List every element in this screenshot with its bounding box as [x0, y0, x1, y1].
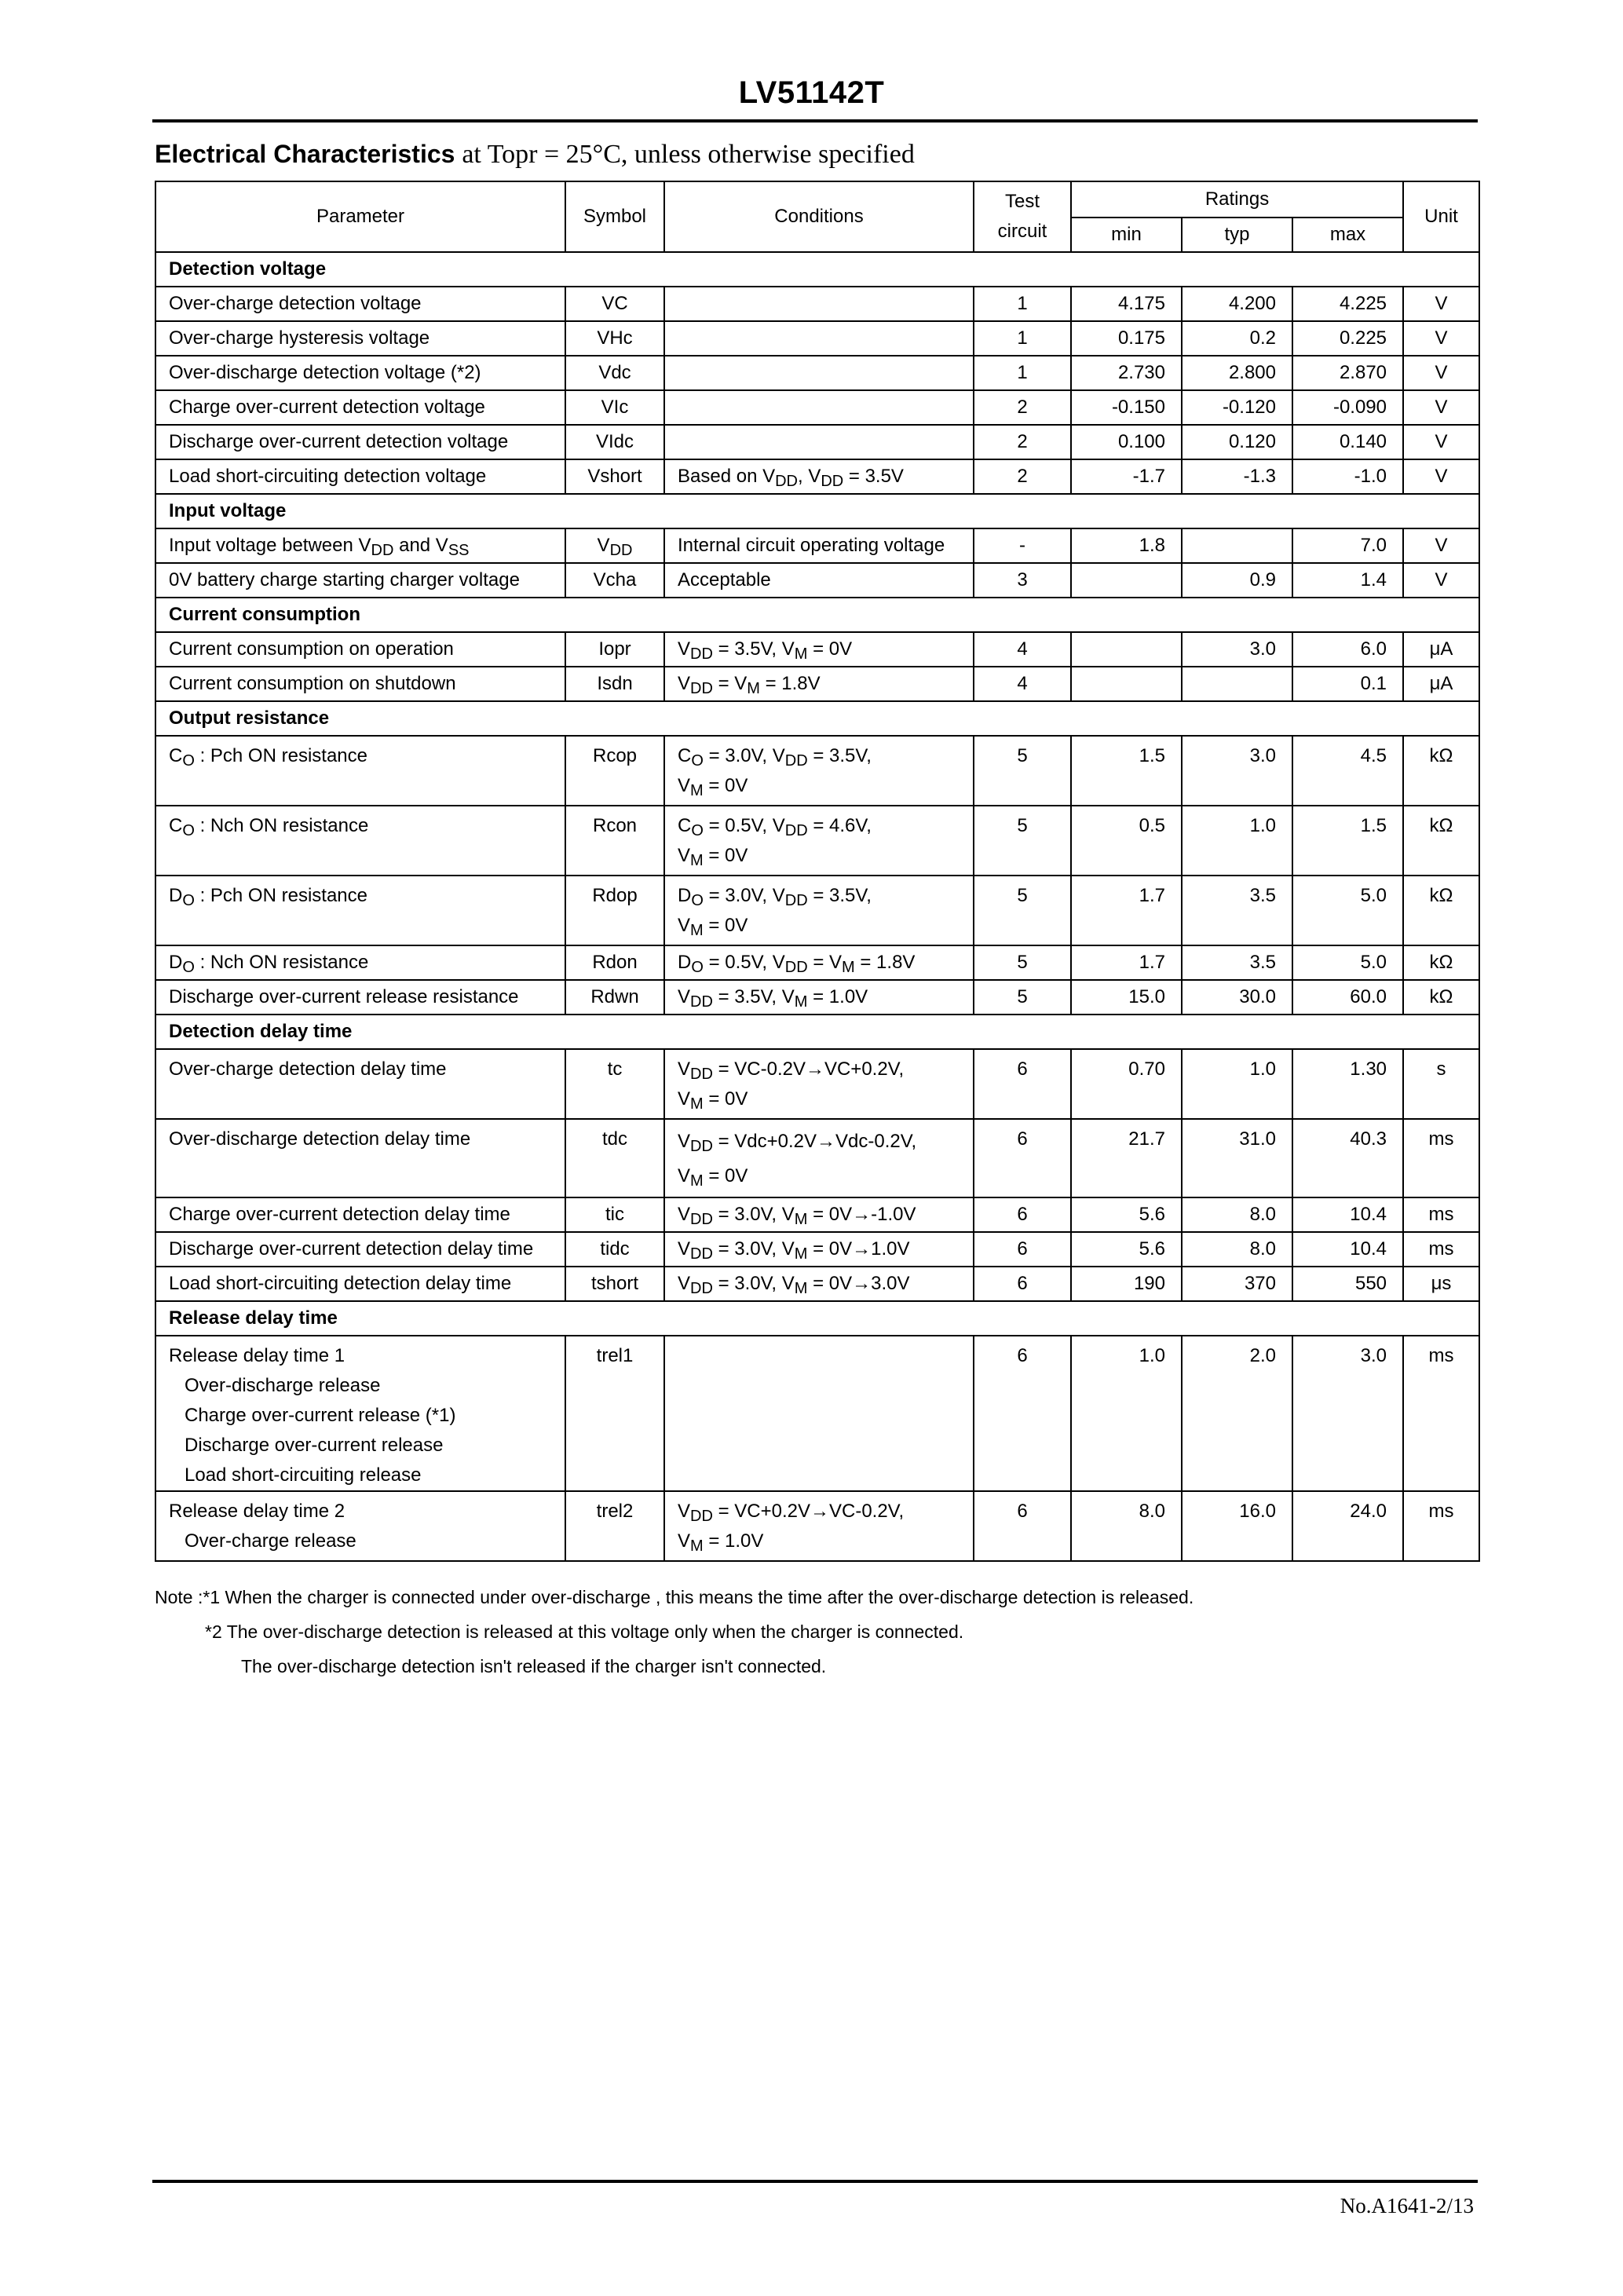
table-row: [155, 528, 1479, 563]
circuit-cell: 5: [974, 876, 1071, 945]
table-row: [155, 736, 1479, 806]
max-cell: -1.0: [1292, 459, 1403, 494]
min-cell: 21.7: [1071, 1119, 1182, 1197]
circuit-cell: 5: [974, 945, 1071, 980]
doc-number: No.A1641-2/13: [1340, 2194, 1474, 2217]
circuit-cell: 6: [974, 1197, 1071, 1232]
table-row: [155, 1197, 1479, 1232]
unit-cell: V: [1403, 528, 1479, 563]
header-test-line1: Test: [1004, 191, 1040, 212]
symbol-cell: Isdn: [565, 667, 664, 701]
unit-cell: V: [1403, 287, 1479, 321]
param-cell: $C_O$ : Pch ON resistance: [155, 736, 565, 806]
unit-cell: s: [1403, 1049, 1479, 1119]
typ-cell: 3.0: [1182, 736, 1292, 806]
min-cell: [1071, 563, 1182, 598]
symbol-cell: tdc: [565, 1119, 664, 1197]
conditions-cell: $V_{DD} = VC+0.2V\to VC-0.2V$, $V_M = 1.0V$: [664, 1491, 974, 1561]
table-row: [155, 321, 1479, 356]
param-cell: Over-charge detection delay time: [155, 1049, 565, 1119]
unit-cell: ms: [1403, 1197, 1479, 1232]
conditions-cell: [664, 321, 974, 356]
unit-cell: ms: [1403, 1336, 1479, 1491]
conditions-cell: $V_{DD} = 3.0V$, $V_M = 0V\to-1.0V$: [664, 1197, 974, 1232]
min-cell: 0.100: [1071, 425, 1182, 459]
typ-cell: -0.120: [1182, 390, 1292, 425]
typ-cell: [1182, 667, 1292, 701]
param-cell: $C_O$ : Nch ON resistance: [155, 806, 565, 876]
typ-cell: 2.800: [1182, 356, 1292, 390]
param-cell: Over-charge detection voltage: [155, 287, 565, 321]
min-cell: -1.7: [1071, 459, 1182, 494]
symbol-cell: VIdc: [565, 425, 664, 459]
conditions-cell: $V_{DD} = 3.0V$, $V_M = 0V\to 3.0V$: [664, 1267, 974, 1301]
group-heading: Output resistance: [155, 701, 1479, 736]
group-heading: Release delay time: [155, 1301, 1479, 1336]
top-rule: [152, 119, 1478, 122]
symbol-cell: VHc: [565, 321, 664, 356]
typ-cell: 2.0: [1182, 1336, 1292, 1491]
param-cell: 0V battery charge starting charger voltage: [155, 563, 565, 598]
unit-cell: V: [1403, 390, 1479, 425]
param-cell: Current consumption on shutdown: [155, 667, 565, 701]
conditions-cell: $V_{DD} = V_M = 1.8V$: [664, 667, 974, 701]
conditions-cell: $V_{DD} = 3.0V$, $V_M = 0V\to 1.0V$: [664, 1232, 974, 1267]
unit-cell: kΩ: [1403, 945, 1479, 980]
header-test-circuit: [974, 181, 1071, 252]
symbol-cell: tc: [565, 1049, 664, 1119]
circuit-cell: 1: [974, 321, 1071, 356]
circuit-cell: 2: [974, 459, 1071, 494]
typ-cell: 16.0: [1182, 1491, 1292, 1561]
min-cell: -0.150: [1071, 390, 1182, 425]
note-line: The over-discharge detection isn't released if the charger isn't connected.: [241, 1656, 827, 1676]
param-cell: Over-discharge detection voltage (*2): [155, 356, 565, 390]
min-cell: 4.175: [1071, 287, 1182, 321]
max-cell: 0.140: [1292, 425, 1403, 459]
unit-cell: kΩ: [1403, 736, 1479, 806]
typ-cell: 4.200: [1182, 287, 1292, 321]
circuit-cell: 6: [974, 1336, 1071, 1491]
section-heading-conditions: at Topr = 25°C, unless otherwise specified: [462, 140, 915, 169]
max-cell: 550: [1292, 1267, 1403, 1301]
header-conditions: Conditions: [664, 181, 974, 252]
bottom-rule: [152, 2180, 1478, 2183]
table-row: [155, 1267, 1479, 1301]
conditions-cell: [664, 1336, 974, 1491]
note-line: *2 The over-discharge detection is released at this voltage only when the charger is connected.: [205, 1621, 964, 1642]
typ-cell: [1182, 528, 1292, 563]
circuit-cell: 5: [974, 806, 1071, 876]
min-cell: 8.0: [1071, 1491, 1182, 1561]
table-row: [155, 1336, 1479, 1491]
symbol-cell: trel1: [565, 1336, 664, 1491]
note-line: Note :*1 When the charger is connected under over-discharge , this means the time after the over-discharge detection is released.: [155, 1587, 1194, 1607]
unit-cell: ms: [1403, 1119, 1479, 1197]
min-cell: 0.5: [1071, 806, 1182, 876]
symbol-cell: $V_{DD}$: [565, 528, 664, 563]
conditions-cell: Based on $V_{DD}$, $V_{DD} = 3.5V$: [664, 459, 974, 494]
circuit-cell: 2: [974, 425, 1071, 459]
unit-cell: V: [1403, 321, 1479, 356]
group-heading: Input voltage: [155, 494, 1479, 528]
min-cell: 190: [1071, 1267, 1182, 1301]
header-ratings: Ratings: [1071, 181, 1403, 218]
typ-cell: 0.9: [1182, 563, 1292, 598]
min-cell: 2.730: [1071, 356, 1182, 390]
unit-cell: kΩ: [1403, 876, 1479, 945]
unit-cell: V: [1403, 459, 1479, 494]
table-row: [155, 980, 1479, 1015]
typ-cell: 3.5: [1182, 876, 1292, 945]
max-cell: 4.225: [1292, 287, 1403, 321]
circuit-cell: 2: [974, 390, 1071, 425]
table-row: [155, 1049, 1479, 1119]
conditions-cell: $C_O = 3.0V$, $V_{DD} = 3.5V$, $V_M = 0V$: [664, 736, 974, 806]
param-cell: Discharge over-current detection delay time: [155, 1232, 565, 1267]
typ-cell: 8.0: [1182, 1232, 1292, 1267]
unit-cell: V: [1403, 425, 1479, 459]
param-cell: Load short-circuiting detection voltage: [155, 459, 565, 494]
min-cell: 1.7: [1071, 876, 1182, 945]
max-cell: 40.3: [1292, 1119, 1403, 1197]
param-cell: Discharge over-current detection voltage: [155, 425, 565, 459]
circuit-cell: 6: [974, 1232, 1071, 1267]
max-cell: 24.0: [1292, 1491, 1403, 1561]
param-cell: Current consumption on operation: [155, 632, 565, 667]
notes: [155, 1580, 1193, 1684]
conditions-cell: $D_O = 3.0V$, $V_{DD} = 3.5V$, $V_M = 0V$: [664, 876, 974, 945]
table-row: [155, 1232, 1479, 1267]
table-row: [155, 667, 1479, 701]
header-test-line2: circuit: [997, 221, 1047, 242]
circuit-cell: 3: [974, 563, 1071, 598]
circuit-cell: 4: [974, 632, 1071, 667]
table-row: [155, 945, 1479, 980]
circuit-cell: 5: [974, 980, 1071, 1015]
symbol-cell: Rdon: [565, 945, 664, 980]
symbol-cell: Rcon: [565, 806, 664, 876]
typ-cell: 1.0: [1182, 806, 1292, 876]
section-heading: [155, 140, 915, 170]
max-cell: 1.5: [1292, 806, 1403, 876]
typ-cell: 30.0: [1182, 980, 1292, 1015]
max-cell: 5.0: [1292, 945, 1403, 980]
conditions-cell: $V_{DD} = 3.5V$, $V_M = 1.0V$: [664, 980, 974, 1015]
header-parameter: Parameter: [155, 181, 565, 252]
max-cell: 0.1: [1292, 667, 1403, 701]
conditions-cell: $C_O = 0.5V$, $V_{DD} = 4.6V$, $V_M = 0V$: [664, 806, 974, 876]
conditions-cell: [664, 356, 974, 390]
max-cell: 4.5: [1292, 736, 1403, 806]
group-heading: Detection voltage: [155, 252, 1479, 287]
symbol-cell: Vshort: [565, 459, 664, 494]
circuit-cell: 1: [974, 287, 1071, 321]
param-cell: Charge over-current detection voltage: [155, 390, 565, 425]
max-cell: 6.0: [1292, 632, 1403, 667]
conditions-cell: Internal circuit operating voltage: [664, 528, 974, 563]
header-max: max: [1292, 218, 1403, 252]
symbol-cell: Vdc: [565, 356, 664, 390]
max-cell: 1.4: [1292, 563, 1403, 598]
conditions-cell: $D_O = 0.5V$, $V_{DD} = V_M = 1.8V$: [664, 945, 974, 980]
unit-cell: kΩ: [1403, 980, 1479, 1015]
unit-cell: ms: [1403, 1232, 1479, 1267]
min-cell: [1071, 632, 1182, 667]
symbol-cell: Iopr: [565, 632, 664, 667]
param-cell: Release delay time 1 Over-discharge release Charge over-current release (*1) Discharge over-current release Load short-circuiting release: [155, 1336, 565, 1491]
typ-cell: 370: [1182, 1267, 1292, 1301]
typ-cell: 3.0: [1182, 632, 1292, 667]
unit-cell: V: [1403, 356, 1479, 390]
symbol-cell: tshort: [565, 1267, 664, 1301]
page-title: LV51142T: [738, 75, 885, 110]
circuit-cell: -: [974, 528, 1071, 563]
min-cell: [1071, 667, 1182, 701]
param-cell: Over-charge hysteresis voltage: [155, 321, 565, 356]
conditions-cell: [664, 390, 974, 425]
header-unit: Unit: [1403, 181, 1479, 252]
max-cell: 5.0: [1292, 876, 1403, 945]
max-cell: 10.4: [1292, 1232, 1403, 1267]
unit-cell: ms: [1403, 1491, 1479, 1561]
section-heading-bold: Electrical Characteristics: [155, 140, 455, 168]
max-cell: -0.090: [1292, 390, 1403, 425]
unit-cell: V: [1403, 563, 1479, 598]
conditions-cell: $V_{DD} = 3.5V$, $V_M = 0V$: [664, 632, 974, 667]
table-row: [155, 632, 1479, 667]
unit-cell: kΩ: [1403, 806, 1479, 876]
max-cell: 2.870: [1292, 356, 1403, 390]
unit-cell: μA: [1403, 667, 1479, 701]
typ-cell: -1.3: [1182, 459, 1292, 494]
circuit-cell: 6: [974, 1267, 1071, 1301]
circuit-cell: 6: [974, 1119, 1071, 1197]
symbol-cell: trel2: [565, 1491, 664, 1561]
table-row: [155, 1119, 1479, 1197]
table-row: [155, 1491, 1479, 1561]
param-cell: Discharge over-current release resistance: [155, 980, 565, 1015]
conditions-cell: [664, 425, 974, 459]
max-cell: 60.0: [1292, 980, 1403, 1015]
min-cell: 1.5: [1071, 736, 1182, 806]
circuit-cell: 5: [974, 736, 1071, 806]
conditions-cell: Acceptable: [664, 563, 974, 598]
table-row: [155, 356, 1479, 390]
table-row: [155, 806, 1479, 876]
table-row: [155, 459, 1479, 494]
conditions-cell: $V_{DD} = VC-0.2V\to VC+0.2V$, $V_M = 0V$: [664, 1049, 974, 1119]
group-heading: Current consumption: [155, 598, 1479, 632]
header-symbol: Symbol: [565, 181, 664, 252]
min-cell: 15.0: [1071, 980, 1182, 1015]
max-cell: 7.0: [1292, 528, 1403, 563]
typ-cell: 0.120: [1182, 425, 1292, 459]
max-cell: 10.4: [1292, 1197, 1403, 1232]
min-cell: 0.70: [1071, 1049, 1182, 1119]
min-cell: 1.7: [1071, 945, 1182, 980]
typ-cell: 1.0: [1182, 1049, 1292, 1119]
conditions-cell: [664, 287, 974, 321]
typ-cell: 0.2: [1182, 321, 1292, 356]
typ-cell: 8.0: [1182, 1197, 1292, 1232]
typ-cell: 31.0: [1182, 1119, 1292, 1197]
symbol-cell: VC: [565, 287, 664, 321]
header-typ: typ: [1182, 218, 1292, 252]
max-cell: 0.225: [1292, 321, 1403, 356]
group-heading: Detection delay time: [155, 1015, 1479, 1049]
min-cell: 1.8: [1071, 528, 1182, 563]
param-cell: $D_O$ : Nch ON resistance: [155, 945, 565, 980]
param-cell: Input voltage between $V_{DD}$ and $V_{SS}$: [155, 528, 565, 563]
symbol-cell: Rcop: [565, 736, 664, 806]
param-cell: Release delay time 2 Over-charge release: [155, 1491, 565, 1561]
unit-cell: μs: [1403, 1267, 1479, 1301]
typ-cell: 3.5: [1182, 945, 1292, 980]
electrical-characteristics-table: [155, 181, 1480, 1562]
max-cell: 1.30: [1292, 1049, 1403, 1119]
table-row: [155, 425, 1479, 459]
header-min: min: [1071, 218, 1182, 252]
symbol-cell: tidc: [565, 1232, 664, 1267]
min-cell: 0.175: [1071, 321, 1182, 356]
symbol-cell: Rdop: [565, 876, 664, 945]
circuit-cell: 4: [974, 667, 1071, 701]
conditions-cell: $V_{DD} = Vdc+0.2V\to Vdc-0.2V$, $V_M = 0V$: [664, 1119, 974, 1197]
symbol-cell: tic: [565, 1197, 664, 1232]
table-row: [155, 563, 1479, 598]
symbol-cell: VIc: [565, 390, 664, 425]
min-cell: 5.6: [1071, 1197, 1182, 1232]
param-cell: Load short-circuiting detection delay time: [155, 1267, 565, 1301]
param-cell: $D_O$ : Pch ON resistance: [155, 876, 565, 945]
min-cell: 1.0: [1071, 1336, 1182, 1491]
table-row: [155, 876, 1479, 945]
circuit-cell: 6: [974, 1491, 1071, 1561]
min-cell: 5.6: [1071, 1232, 1182, 1267]
symbol-cell: Vcha: [565, 563, 664, 598]
table-row: [155, 390, 1479, 425]
param-cell: Charge over-current detection delay time: [155, 1197, 565, 1232]
max-cell: 3.0: [1292, 1336, 1403, 1491]
symbol-cell: Rdwn: [565, 980, 664, 1015]
circuit-cell: 6: [974, 1049, 1071, 1119]
unit-cell: μA: [1403, 632, 1479, 667]
param-cell: Over-discharge detection delay time: [155, 1119, 565, 1197]
table-row: [155, 287, 1479, 321]
circuit-cell: 1: [974, 356, 1071, 390]
